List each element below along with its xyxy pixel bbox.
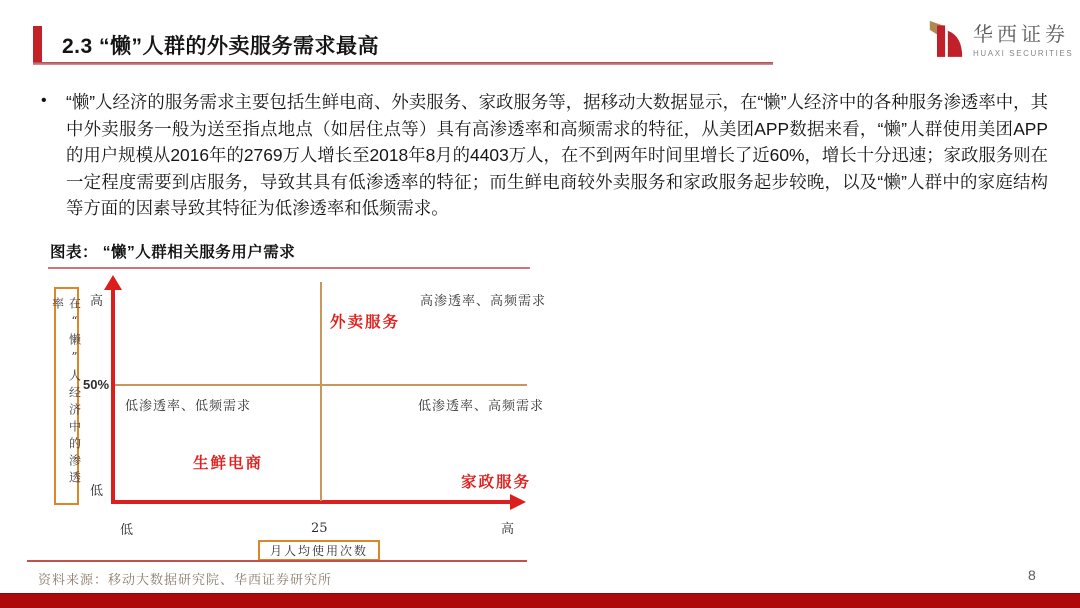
title-accent-bar <box>33 26 42 63</box>
y-tick-high: 高 <box>90 294 104 309</box>
x-axis-line <box>111 500 513 504</box>
quadrant-note-bottom-right: 低渗透率、高频需求 <box>418 399 545 414</box>
y-axis-label-box: 在“懒”人经济中的渗透率 <box>54 287 79 505</box>
x-tick-low: 低 <box>120 523 134 538</box>
quadrant-note-bottom-left: 低渗透率、低频需求 <box>125 399 252 414</box>
body-paragraph: “懒”人经济的服务需求主要包括生鲜电商、外卖服务、家政服务等，据移动大数据显示，在“懒”人经济中的各种服务渗透率中，其中外卖服务一般为送至指点地点（如居住点等）具有高渗透率和高频需求的特征，从美团APP数据来看，“懒”人群使用美团APP的用户规模从2016年的2769万人增长至2018年8月的4403万人，在不到两年时间里增长了近60%，增长十分迅速；家政服务则在一定程度需要到店服务，导致其具有低渗透率的特征；而生鲜电商较外卖服务和家政服务起步较晚，以及“懒”人群中的家庭结构等方面的因素导致其特征为低渗透率和低频需求。 <box>66 92 1048 218</box>
footer-red-bar <box>0 593 1080 608</box>
logo-text-cn: 华西证券 <box>973 23 1069 46</box>
huaxi-logo-icon <box>928 16 964 65</box>
x-axis-label-box: 月人均使用次数 <box>258 540 380 561</box>
bullet-marker: • <box>41 92 47 109</box>
y-tick-50pct: 50% <box>83 377 110 392</box>
figure-caption: 图表： “懒”人群相关服务用户需求 <box>50 244 296 261</box>
service-label-shengxian: 生鲜电商 <box>193 453 264 472</box>
source-note: 资料来源：移动大数据研究院、华西证券研究所 <box>38 573 333 588</box>
huaxi-logo <box>928 16 1073 65</box>
x-tick-high: 高 <box>501 522 515 537</box>
logo-text-en: HUAXI SECURITIES <box>973 48 1074 58</box>
service-label-waimai: 外卖服务 <box>330 312 401 331</box>
y-tick-low: 低 <box>90 484 104 499</box>
y-axis-arrow-icon <box>104 275 122 290</box>
title-underline <box>33 62 773 65</box>
x-tick-25: 25 <box>311 521 328 536</box>
quadrant-note-top: 高渗透率、高频需求 <box>420 294 547 309</box>
service-label-jiazheng: 家政服务 <box>461 472 532 491</box>
figure-bottom-rule <box>27 560 527 562</box>
figure-caption-underline <box>48 267 530 269</box>
page-title: 2.3 “懒”人群的外卖服务需求最高 <box>62 35 380 58</box>
page-number: 8 <box>1028 567 1036 583</box>
vertical-divider-25 <box>320 282 322 501</box>
y-axis-line <box>111 288 115 503</box>
x-axis-arrow-icon <box>510 494 526 510</box>
